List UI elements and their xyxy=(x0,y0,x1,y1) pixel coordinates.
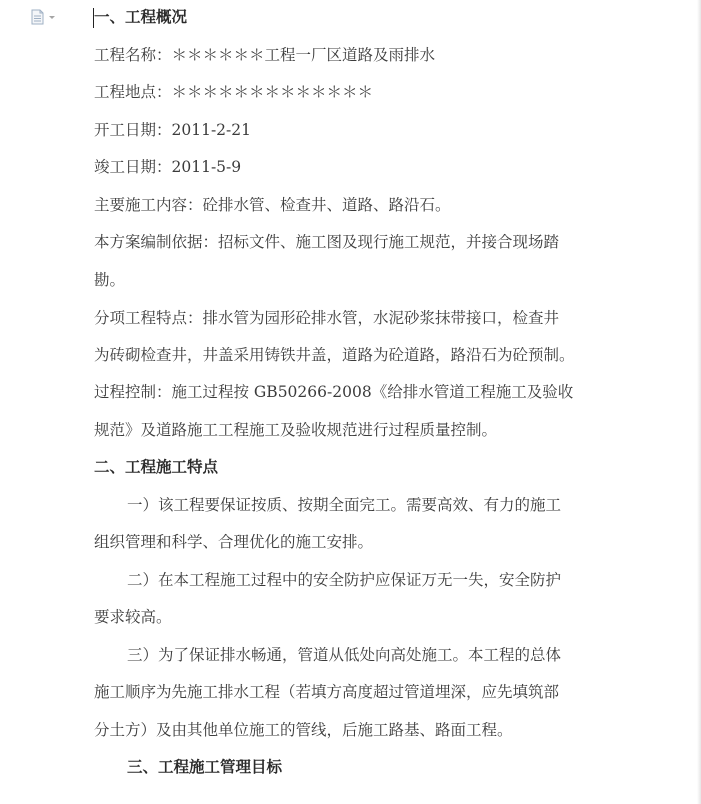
start-date: 开工日期：2011-2-21 xyxy=(94,121,252,139)
document-menu-icon xyxy=(30,9,60,25)
chevron-down-icon xyxy=(49,16,55,19)
section-heading-2: 二、工程施工特点 xyxy=(94,457,219,476)
control-line-2: 规范》及道路施工工程施工及验收规范进行过程质量控制。 xyxy=(94,421,498,439)
feature-3-line-2: 施工顺序为先施工排水工程（若填方高度超过管道埋深，应先填筑部 xyxy=(94,683,560,701)
project-location: 工程地点：＊＊＊＊＊＊＊＊＊＊＊＊＊ xyxy=(94,83,374,101)
feature-3-line-3: 分土方）及由其他单位施工的管线，后施工路基、路面工程。 xyxy=(94,721,513,739)
feature-3-line-1: 三）为了保证排水畅通，管道从低处向高处施工。本工程的总体 xyxy=(127,646,562,664)
main-content: 主要施工内容：砼排水管、检查井、道路、路沿石。 xyxy=(94,196,451,214)
feature-2-line-2: 要求较高。 xyxy=(94,608,172,626)
control-line-1: 过程控制：施工过程按 GB50266-2008《给排水管道工程施工及验收 xyxy=(94,383,574,401)
feature-1-line-1: 一）该工程要保证按质、按期全面完工。需要高效、有力的施工 xyxy=(127,496,562,514)
completion-date: 竣工日期：2011-5-9 xyxy=(94,158,242,176)
feature-line-2: 为砖砌检查井，井盖采用铸铁井盖，道路为砼道路，路沿石为砼预制。 xyxy=(94,346,575,364)
feature-2-line-1: 二）在本工程施工过程中的安全防护应保证万无一失，安全防护 xyxy=(127,571,562,589)
basis-line-2: 勘。 xyxy=(94,271,126,289)
page-edge-shadow xyxy=(697,0,701,804)
section-heading-3: 三、工程施工管理目标 xyxy=(127,757,283,776)
section-heading-1: 一、工程概况 xyxy=(94,7,188,26)
project-name: 工程名称：＊＊＊＊＊＊工程一厂区道路及雨排水 xyxy=(94,46,436,64)
feature-1-line-2: 组织管理和科学、合理优化的施工安排。 xyxy=(94,533,374,551)
feature-line-1: 分项工程特点：排水管为园形砼排水管，水泥砂浆抹带接口，检查井 xyxy=(94,309,560,327)
document-menu-button[interactable] xyxy=(30,9,60,25)
basis-line-1: 本方案编制依据：招标文件、施工图及现行施工规范，并接合现场踏 xyxy=(94,233,560,251)
